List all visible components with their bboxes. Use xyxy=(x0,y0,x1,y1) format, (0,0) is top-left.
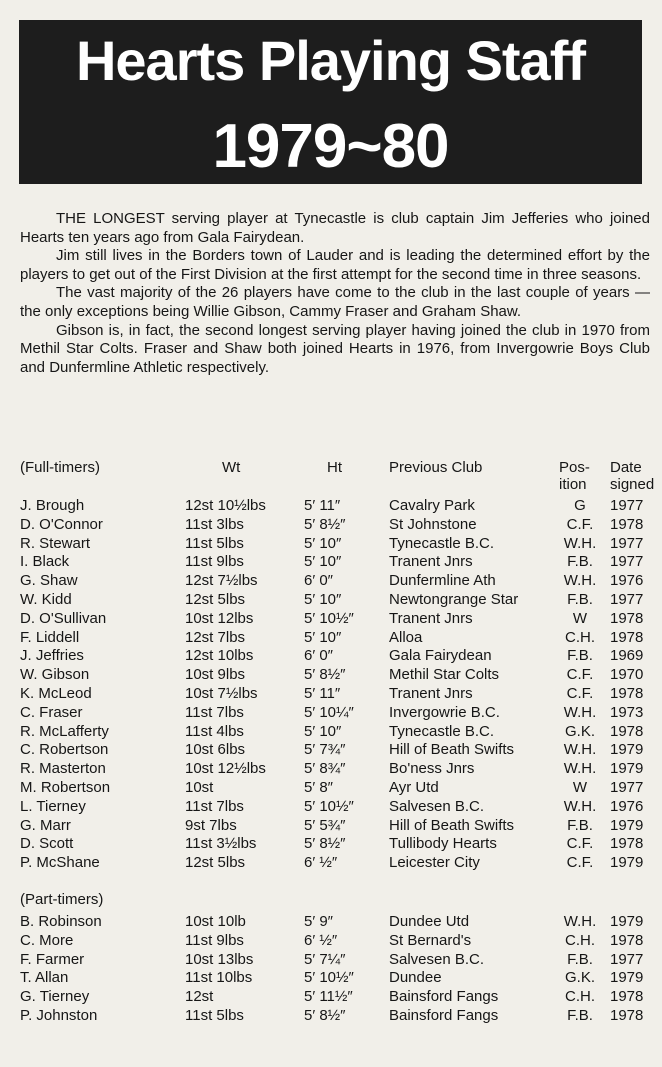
previous-club: Methil Star Colts xyxy=(389,666,500,684)
previous-club: Tranent Jnrs xyxy=(389,685,473,702)
table-row xyxy=(0,740,662,759)
player-height: 5′ 8½″ xyxy=(304,666,346,684)
previous-club: Dundee xyxy=(389,969,442,987)
player-height: 5′ 10″ xyxy=(304,591,342,608)
date-signed: 1978 xyxy=(610,628,644,646)
date-signed: 1977 xyxy=(610,534,644,552)
player-position: C.F. xyxy=(566,835,594,853)
date-signed: 1970 xyxy=(610,666,644,684)
player-position: F.B. xyxy=(567,816,593,834)
date-signed: 1977 xyxy=(610,950,644,968)
table-row xyxy=(0,722,662,741)
article-paragraph: THE LONGEST serving player at Tynecastle is club captain Jim Jefferies who joined Hearts ten years ago from Gala Fairydean. xyxy=(20,210,650,246)
player-name: R. Masterton xyxy=(20,760,106,778)
previous-club: St Bernard's xyxy=(389,931,472,949)
player-name: P. Johnston xyxy=(20,1007,98,1024)
header-height: Ht xyxy=(327,459,342,476)
table-row xyxy=(0,590,662,609)
player-weight: 11st 7lbs xyxy=(185,797,244,815)
table-row xyxy=(0,646,662,665)
header-position-1: Pos- xyxy=(559,459,590,476)
player-height: 5′ 10″ xyxy=(304,628,342,646)
player-height: 5′ 8½″ xyxy=(304,515,346,533)
date-signed: 1977 xyxy=(610,553,644,571)
player-name: R. McLafferty xyxy=(20,722,109,740)
previous-club: Salvesen B.C. xyxy=(389,950,485,968)
article-body xyxy=(20,210,650,377)
player-name: W. Gibson xyxy=(20,666,90,684)
player-position: C.H. xyxy=(565,931,595,949)
player-name: C. Robertson xyxy=(20,741,109,759)
previous-club: Hill of Beath Swifts xyxy=(389,816,515,834)
player-position: W.H. xyxy=(563,534,597,552)
player-weight: 12st 7½lbs xyxy=(185,572,258,590)
player-weight: 11st 9lbs xyxy=(185,553,244,571)
player-height: 6′ ½″ xyxy=(304,854,338,872)
player-name: T. Allan xyxy=(20,969,69,987)
table-row xyxy=(0,534,662,553)
date-signed: 1976 xyxy=(610,572,644,590)
player-weight: 12st xyxy=(185,988,214,1006)
player-weight: 10st 9lbs xyxy=(185,666,246,684)
date-signed: 1979 xyxy=(610,760,644,778)
player-name: D. O'Connor xyxy=(20,515,103,533)
player-position: C.H. xyxy=(565,628,595,646)
player-height: 5′ 11″ xyxy=(304,685,341,702)
date-signed: 1978 xyxy=(610,722,644,740)
date-signed: 1977 xyxy=(610,591,644,608)
header-full-timers: (Full-timers) xyxy=(20,459,100,476)
player-height: 6′ 0″ xyxy=(304,572,333,590)
table-row xyxy=(0,665,662,684)
table-row xyxy=(0,552,662,571)
player-position: W.H. xyxy=(563,760,597,778)
date-signed: 1973 xyxy=(610,703,644,721)
header-position-2: ition xyxy=(559,476,587,493)
date-signed: 1978 xyxy=(610,835,644,853)
player-name: C. Fraser xyxy=(20,703,83,721)
table-row xyxy=(0,834,662,853)
player-weight: 11st 5lbs xyxy=(185,1007,244,1024)
player-weight: 12st 5lbs xyxy=(185,591,246,608)
player-weight: 10st 10lb xyxy=(185,913,246,930)
player-height: 5′ 10½″ xyxy=(304,609,354,627)
player-height: 5′ 7¼″ xyxy=(304,950,346,968)
player-name: C. More xyxy=(20,931,74,949)
player-name: B. Robinson xyxy=(20,913,102,930)
player-name: F. Farmer xyxy=(20,950,85,968)
table-row xyxy=(0,797,662,816)
date-signed: 1978 xyxy=(610,988,644,1006)
player-name: J. Jeffries xyxy=(20,647,84,665)
player-position: C.F. xyxy=(566,666,594,684)
player-position: W.H. xyxy=(563,741,597,759)
player-position: W.H. xyxy=(563,913,597,930)
player-height: 5′ 9″ xyxy=(304,913,333,930)
article-paragraph: Gibson is, in fact, the second longest serving player having joined the club in 1970 from Methil Star Colts. Fraser and Shaw both joined Hearts in 1976, from Invergowrie Boys Club and Dunfermline Athletic respectively. xyxy=(20,321,650,376)
player-weight: 12st 10lbs xyxy=(185,647,254,665)
table-row xyxy=(0,759,662,778)
player-position: W.H. xyxy=(563,703,597,721)
table-row xyxy=(0,968,662,987)
player-height: 5′ 10″ xyxy=(304,553,342,571)
player-name: I. Black xyxy=(20,553,70,571)
article-paragraph: Jim still lives in the Borders town of Lauder and is leading the determined effort by the players to get out of the First Division at the first attempt for the second time in three seasons. xyxy=(20,247,650,283)
previous-club: Newtongrange Star xyxy=(389,591,519,608)
player-weight: 9st 7lbs xyxy=(185,816,237,834)
previous-club: Salvesen B.C. xyxy=(389,797,485,815)
previous-club: Tranent Jnrs xyxy=(389,609,473,627)
player-weight: 10st 13lbs xyxy=(185,950,254,968)
table-row xyxy=(0,609,662,628)
player-name: F. Liddell xyxy=(20,628,80,646)
table-row xyxy=(0,987,662,1006)
date-signed: 1978 xyxy=(610,685,644,702)
table-row xyxy=(0,1006,662,1025)
player-weight: 12st 10½lbs xyxy=(185,497,266,514)
previous-club: Bainsford Fangs xyxy=(389,1007,499,1024)
player-position: F.B. xyxy=(567,647,593,665)
season-title: 1979~80 xyxy=(212,112,449,181)
previous-club: Tullibody Hearts xyxy=(389,835,497,853)
player-position: W.H. xyxy=(563,572,597,590)
header-weight: Wt xyxy=(222,459,241,476)
page-title: Hearts Playing Staff xyxy=(75,29,586,92)
player-height: 5′ 8½″ xyxy=(304,1007,346,1024)
player-height: 5′ 10½″ xyxy=(304,797,354,815)
player-height: 5′ 10¼″ xyxy=(304,703,354,721)
player-position: G xyxy=(574,497,586,514)
table-row xyxy=(0,496,662,515)
table-row xyxy=(0,515,662,534)
player-name: M. Robertson xyxy=(20,779,111,796)
player-position: F.B. xyxy=(567,950,593,968)
player-weight: 11st 3lbs xyxy=(185,515,244,533)
player-height: 5′ 5¾″ xyxy=(304,816,346,834)
player-height: 6′ ½″ xyxy=(304,931,338,949)
player-name: G. Marr xyxy=(20,816,71,834)
date-signed: 1978 xyxy=(610,609,644,627)
player-weight: 10st 6lbs xyxy=(185,741,246,759)
player-height: 5′ 11″ xyxy=(304,497,341,514)
player-position: F.B. xyxy=(567,1007,593,1024)
player-weight: 10st 12½lbs xyxy=(185,760,266,778)
previous-club: Dundee Utd xyxy=(389,913,470,930)
player-position: W.H. xyxy=(563,797,597,815)
date-signed: 1979 xyxy=(610,854,644,872)
player-height: 5′ 8″ xyxy=(304,779,333,796)
table-row xyxy=(0,684,662,703)
part-timers-label: (Part-timers) xyxy=(20,891,104,908)
date-signed: 1969 xyxy=(610,647,644,665)
article-paragraph: The vast majority of the 26 players have come to the club in the last couple of years — the only exceptions being Willie Gibson, Cammy Fraser and Graham Shaw. xyxy=(20,284,650,320)
player-position: W xyxy=(572,609,588,627)
player-position: G.K. xyxy=(564,722,595,740)
previous-club: Tynecastle B.C. xyxy=(389,534,495,552)
table-row xyxy=(0,703,662,722)
player-name: D. O'Sullivan xyxy=(20,609,107,627)
header-date-1: Date xyxy=(610,459,642,476)
player-weight: 11st 3½lbs xyxy=(185,835,257,853)
previous-club: Invergowrie B.C. xyxy=(389,703,500,721)
table-row xyxy=(0,853,662,872)
previous-club: Ayr Utd xyxy=(389,779,439,796)
date-signed: 1978 xyxy=(610,1007,644,1024)
date-signed: 1979 xyxy=(610,969,644,987)
player-position: C.F. xyxy=(566,515,594,533)
player-height: 5′ 10½″ xyxy=(304,969,354,987)
table-row xyxy=(0,816,662,835)
player-weight: 12st 7lbs xyxy=(185,628,246,646)
previous-club: Cavalry Park xyxy=(389,497,475,514)
date-signed: 1979 xyxy=(610,816,644,834)
previous-club: Tynecastle B.C. xyxy=(389,722,495,740)
player-name: G. Tierney xyxy=(20,988,90,1006)
previous-club: Leicester City xyxy=(389,854,480,872)
player-name: R. Stewart xyxy=(20,534,91,552)
table-row xyxy=(0,950,662,969)
table-row xyxy=(0,628,662,647)
previous-club: Alloa xyxy=(389,628,423,646)
table-row xyxy=(0,571,662,590)
previous-club: Tranent Jnrs xyxy=(389,553,473,571)
date-signed: 1977 xyxy=(610,497,644,514)
player-height: 5′ 7¾″ xyxy=(304,741,346,759)
header-date-2: signed xyxy=(610,476,655,493)
player-position: G.K. xyxy=(564,969,595,987)
previous-club: Gala Fairydean xyxy=(389,647,492,665)
player-position: C.F. xyxy=(566,854,594,872)
player-name: K. McLeod xyxy=(20,685,92,702)
player-height: 5′ 8½″ xyxy=(304,835,346,853)
player-height: 6′ 0″ xyxy=(304,647,333,665)
player-position: C.H. xyxy=(565,988,595,1006)
previous-club: Bo'ness Jnrs xyxy=(389,760,475,778)
header-previous-club: Previous Club xyxy=(389,459,483,476)
date-signed: 1978 xyxy=(610,931,644,949)
table-row xyxy=(0,931,662,950)
previous-club: St Johnstone xyxy=(389,515,477,533)
player-name: G. Shaw xyxy=(20,572,78,590)
previous-club: Dunfermline Ath xyxy=(389,572,496,590)
player-weight: 12st 5lbs xyxy=(185,854,246,872)
table-row xyxy=(0,778,662,797)
player-weight: 11st 7lbs xyxy=(185,703,244,721)
date-signed: 1979 xyxy=(610,913,644,930)
date-signed: 1976 xyxy=(610,797,644,815)
date-signed: 1977 xyxy=(610,779,644,796)
previous-club: Hill of Beath Swifts xyxy=(389,741,515,759)
player-name: D. Scott xyxy=(20,835,74,853)
player-height: 5′ 10″ xyxy=(304,722,342,740)
player-weight: 11st 9lbs xyxy=(185,931,244,949)
player-height: 5′ 11½″ xyxy=(304,988,353,1006)
player-weight: 11st 5lbs xyxy=(185,534,244,552)
player-height: 5′ 8¾″ xyxy=(304,760,346,778)
player-weight: 11st 10lbs xyxy=(185,969,253,987)
player-position: C.F. xyxy=(566,685,594,702)
player-weight: 10st 12lbs xyxy=(185,609,254,627)
date-signed: 1978 xyxy=(610,515,644,533)
previous-club: Bainsford Fangs xyxy=(389,988,499,1006)
player-name: L. Tierney xyxy=(20,797,86,815)
table-row xyxy=(0,912,662,931)
title-banner xyxy=(19,20,642,184)
player-height: 5′ 10″ xyxy=(304,534,342,552)
player-weight: 10st 7½lbs xyxy=(185,685,258,702)
date-signed: 1979 xyxy=(610,741,644,759)
player-name: W. Kidd xyxy=(20,591,72,608)
player-position: F.B. xyxy=(567,553,593,571)
player-weight: 10st xyxy=(185,779,214,796)
player-name: P. McShane xyxy=(20,854,100,872)
player-position: F.B. xyxy=(567,591,593,608)
player-weight: 11st 4lbs xyxy=(185,722,244,740)
player-name: J. Brough xyxy=(20,497,85,514)
player-position: W xyxy=(572,779,588,796)
